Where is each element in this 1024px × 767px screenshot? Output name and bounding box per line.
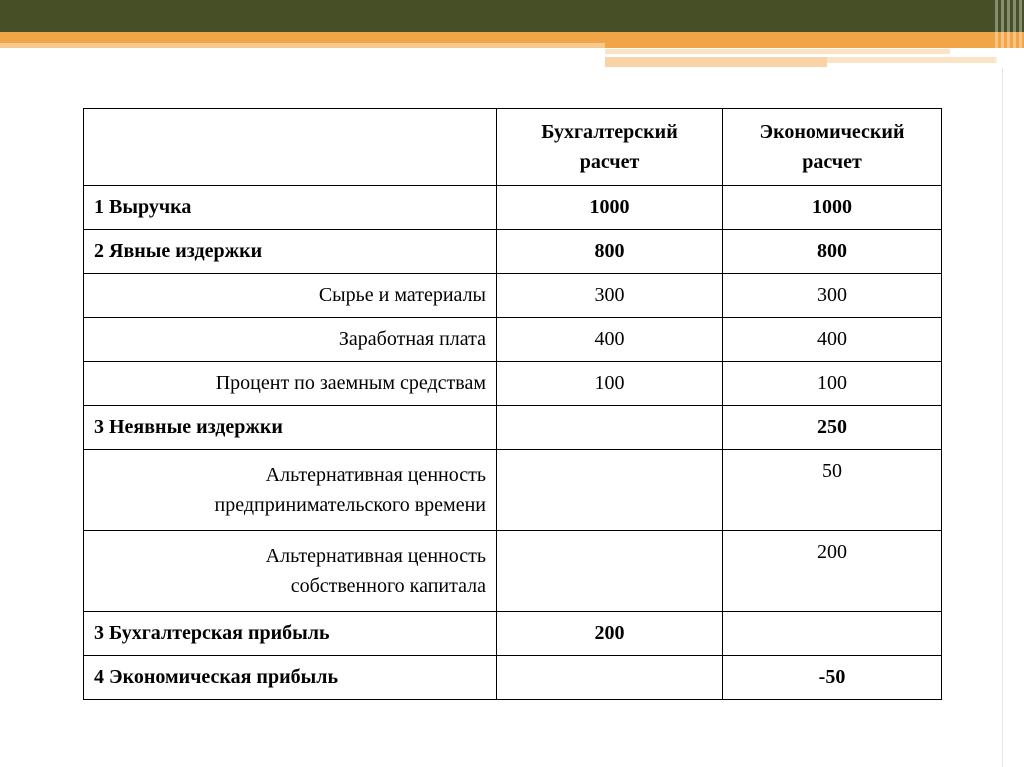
decorative-line xyxy=(1002,68,1003,767)
accounting-value: 400 xyxy=(497,318,723,362)
economic-value xyxy=(723,612,942,656)
economic-value: 50 xyxy=(723,450,942,531)
accounting-value: 100 xyxy=(497,362,723,406)
accounting-value xyxy=(497,531,723,612)
accent-stripe xyxy=(605,49,950,54)
table-row xyxy=(84,612,942,656)
table-row xyxy=(84,274,942,318)
profit-table xyxy=(83,108,942,700)
table-row xyxy=(84,230,942,274)
table-row xyxy=(84,362,942,406)
economic-value: 250 xyxy=(723,406,942,450)
economic-value: 400 xyxy=(723,318,942,362)
accent-stripe xyxy=(0,32,1024,43)
economic-value: 100 xyxy=(723,362,942,406)
label-line: Альтернативная ценность xyxy=(265,464,486,486)
table-header-row xyxy=(84,109,942,186)
row-label xyxy=(84,450,497,531)
accounting-value xyxy=(497,656,723,700)
row-label: 3 Бухгалтерская прибыль xyxy=(84,612,497,656)
accent-stripe xyxy=(605,43,1024,48)
header-line: Бухгалтерский xyxy=(541,121,678,143)
label-line: Альтернативная ценность xyxy=(265,545,486,567)
header-economic xyxy=(723,109,942,186)
table-row xyxy=(84,450,942,531)
header-accounting xyxy=(497,109,723,186)
table-row xyxy=(84,318,942,362)
accent-stripe xyxy=(827,57,997,63)
accounting-value: 800 xyxy=(497,230,723,274)
row-label: Сырье и материалы xyxy=(84,274,497,318)
economic-value: 200 xyxy=(723,531,942,612)
accent-stripe xyxy=(0,43,605,48)
header-line: Экономический xyxy=(759,121,905,143)
header-line: расчет xyxy=(579,151,640,173)
header-bar xyxy=(0,0,1024,32)
label-line: собственного капитала xyxy=(290,575,486,597)
row-label xyxy=(84,531,497,612)
economic-value: 1000 xyxy=(723,186,942,230)
decorative-stripes xyxy=(995,0,1024,68)
accounting-value xyxy=(497,450,723,531)
row-label: 3 Неявные издержки xyxy=(84,406,497,450)
accent-stripe xyxy=(605,57,827,67)
header-line: расчет xyxy=(802,151,862,173)
row-label: Заработная плата xyxy=(84,318,497,362)
accounting-value xyxy=(497,406,723,450)
economic-value: 300 xyxy=(723,274,942,318)
table-row xyxy=(84,406,942,450)
accounting-value: 1000 xyxy=(497,186,723,230)
accounting-value: 300 xyxy=(497,274,723,318)
label-line: предпринимательского времени xyxy=(214,494,486,516)
row-label: 2 Явные издержки xyxy=(84,230,497,274)
table-row xyxy=(84,656,942,700)
economic-value: -50 xyxy=(723,656,942,700)
accounting-value: 200 xyxy=(497,612,723,656)
economic-value: 800 xyxy=(723,230,942,274)
table-row xyxy=(84,531,942,612)
row-label: Процент по заемным средствам xyxy=(84,362,497,406)
table-row xyxy=(84,186,942,230)
row-label: 4 Экономическая прибыль xyxy=(84,656,497,700)
row-label: 1 Выручка xyxy=(84,186,497,230)
header-cell-empty xyxy=(84,109,497,186)
